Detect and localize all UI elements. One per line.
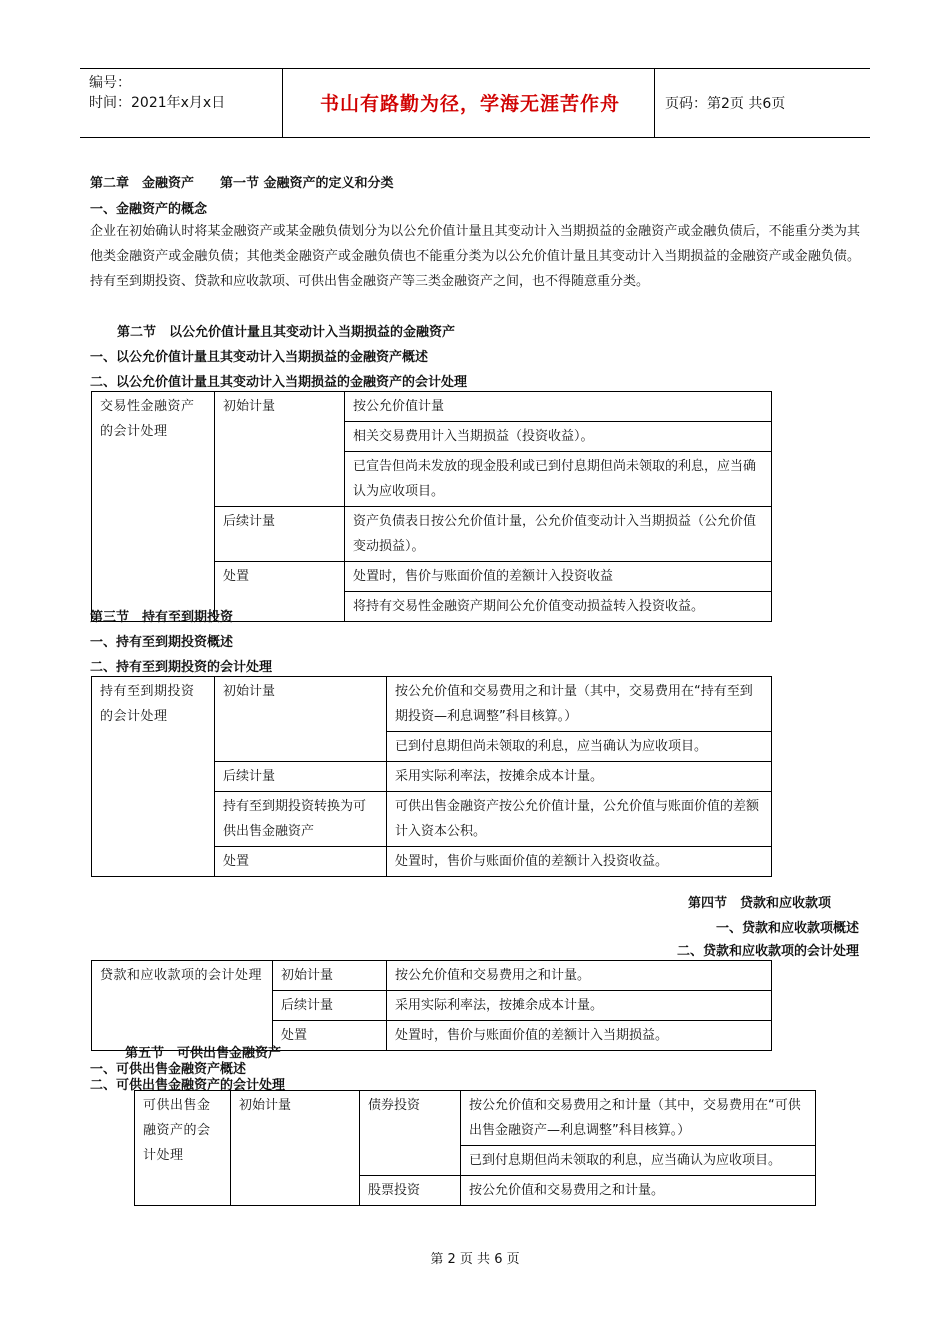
table-cell: 按公允价值计量: [345, 392, 772, 422]
table-cell: 初始计量: [215, 677, 387, 762]
table-cell: 持有至到期投资转换为可供出售金融资产: [215, 792, 387, 847]
table-cell: 采用实际利率法，按摊余成本计量。: [387, 762, 772, 792]
section5-title: 第五节 可供出售金融资产: [125, 1046, 282, 1061]
concept-paragraph: 企业在初始确认时将某金融资产或某金融负债划分为以公允价值计量且其变动计入当期损益的金融资产或金融负债后，不能重分类为其他类金融资产或金融负债；其他类金融资产或金融负债也不能重分类为以公允价值计量且其变动计入当期损益的金融资产或金融负债。 持有至到期投资、贷款和应收款项、可供出售金融资产等三类金融资产之间，也不得随意重分类。: [90, 224, 860, 289]
table-cell: 按公允价值和交易费用之和计量。: [461, 1176, 816, 1206]
section5-heading-2: 二、可供出售金融资产的会计处理: [90, 1078, 286, 1093]
table-cell: 可供出售金融资产按公允价值计量，公允价值与账面价值的差额计入资本公积。: [387, 792, 772, 847]
table-cell: 股票投资: [360, 1176, 461, 1206]
page-header: [80, 68, 870, 138]
table-cell: 按公允价值和交易费用之和计量。: [387, 961, 772, 991]
header-motto: 书山有路勤为径，学海无涯苦作舟: [319, 93, 620, 115]
loans-receivables-table: [91, 960, 772, 1051]
number-label: 编号：: [89, 75, 131, 91]
section3-title: 第三节 持有至到期投资: [90, 610, 234, 625]
page-footer: 第 2 页 共 6 页: [430, 1252, 520, 1267]
table-cell: 按公允价值和交易费用之和计量（其中，交易费用在“可供出售金融资产—利息调整”科目核算。）: [461, 1091, 816, 1146]
table-cell: 处置: [215, 847, 387, 877]
table-row-label: 可供出售金融资产的会计处理: [135, 1091, 231, 1206]
table-row-label: 交易性金融资产的会计处理: [92, 392, 215, 622]
table-cell: 已宣告但尚未发放的现金股利或已到付息期但尚未领取的利息，应当确认为应收项目。: [345, 452, 772, 507]
chapter-title: 第二章 金融资产 第一节 金融资产的定义和分类: [90, 176, 394, 191]
table-cell: 采用实际利率法，按摊余成本计量。: [387, 991, 772, 1021]
section5-heading-1: 一、可供出售金融资产概述: [90, 1062, 247, 1077]
section2-heading-2: 二、以公允价值计量且其变动计入当期损益的金融资产的会计处理: [90, 375, 468, 390]
table-cell: 后续计量: [273, 991, 387, 1021]
section2-heading-1: 一、以公允价值计量且其变动计入当期损益的金融资产概述: [90, 350, 429, 365]
table-cell: 处置: [273, 1021, 387, 1051]
table-row-label: 持有至到期投资的会计处理: [92, 677, 215, 877]
table-cell: 初始计量: [231, 1091, 360, 1206]
trading-asset-table: [91, 391, 772, 622]
header-divider: [282, 69, 283, 137]
section3-heading-2: 二、持有至到期投资的会计处理: [90, 660, 273, 675]
table-cell: 按公允价值和交易费用之和计量（其中，交易费用在“持有至到期投资—利息调整”科目核算。）: [387, 677, 772, 732]
table-cell: 债券投资: [360, 1091, 461, 1176]
table-cell: 已到付息期但尚未领取的利息，应当确认为应收项目。: [461, 1146, 816, 1176]
table-cell: 已到付息期但尚未领取的利息，应当确认为应收项目。: [387, 732, 772, 762]
section4-heading-1: 一、贷款和应收款项概述: [715, 921, 859, 936]
header-divider: [654, 69, 655, 137]
table-cell: 相关交易费用计入当期损益（投资收益）。: [345, 422, 772, 452]
table-cell: 将持有交易性金融资产期间公允价值变动损益转入投资收益。: [345, 592, 772, 622]
table-row-label: 贷款和应收款项的会计处理: [92, 961, 273, 1051]
table-cell: 处置时，售价与账面价值的差额计入投资收益。: [387, 847, 772, 877]
date-label: 时间：2021年x月x日: [89, 95, 226, 111]
held-to-maturity-table: [91, 676, 772, 877]
concept-heading: 一、金融资产的概念: [90, 202, 208, 217]
table-cell: 处置时，售价与账面价值的差额计入当期损益。: [387, 1021, 772, 1051]
table-cell: 资产负债表日按公允价值计量，公允价值变动计入当期损益（公允价值变动损益）。: [345, 507, 772, 562]
table-cell: 处置: [215, 562, 345, 622]
available-for-sale-table: [134, 1090, 816, 1206]
table-cell: 初始计量: [273, 961, 387, 991]
section2-title: 第二节 以公允价值计量且其变动计入当期损益的金融资产: [117, 325, 456, 340]
header-meta: [89, 73, 225, 113]
section4-title: 第四节 贷款和应收款项: [687, 896, 831, 911]
section4-heading-2: 二、贷款和应收款项的会计处理: [676, 944, 859, 959]
table-cell: 后续计量: [215, 762, 387, 792]
table-cell: 处置时，售价与账面价值的差额计入投资收益: [345, 562, 772, 592]
section3-heading-1: 一、持有至到期投资概述: [90, 635, 234, 650]
table-cell: 初始计量: [215, 392, 345, 507]
table-cell: 后续计量: [215, 507, 345, 562]
header-page-code: 页码：第2页 共6页: [665, 96, 786, 112]
